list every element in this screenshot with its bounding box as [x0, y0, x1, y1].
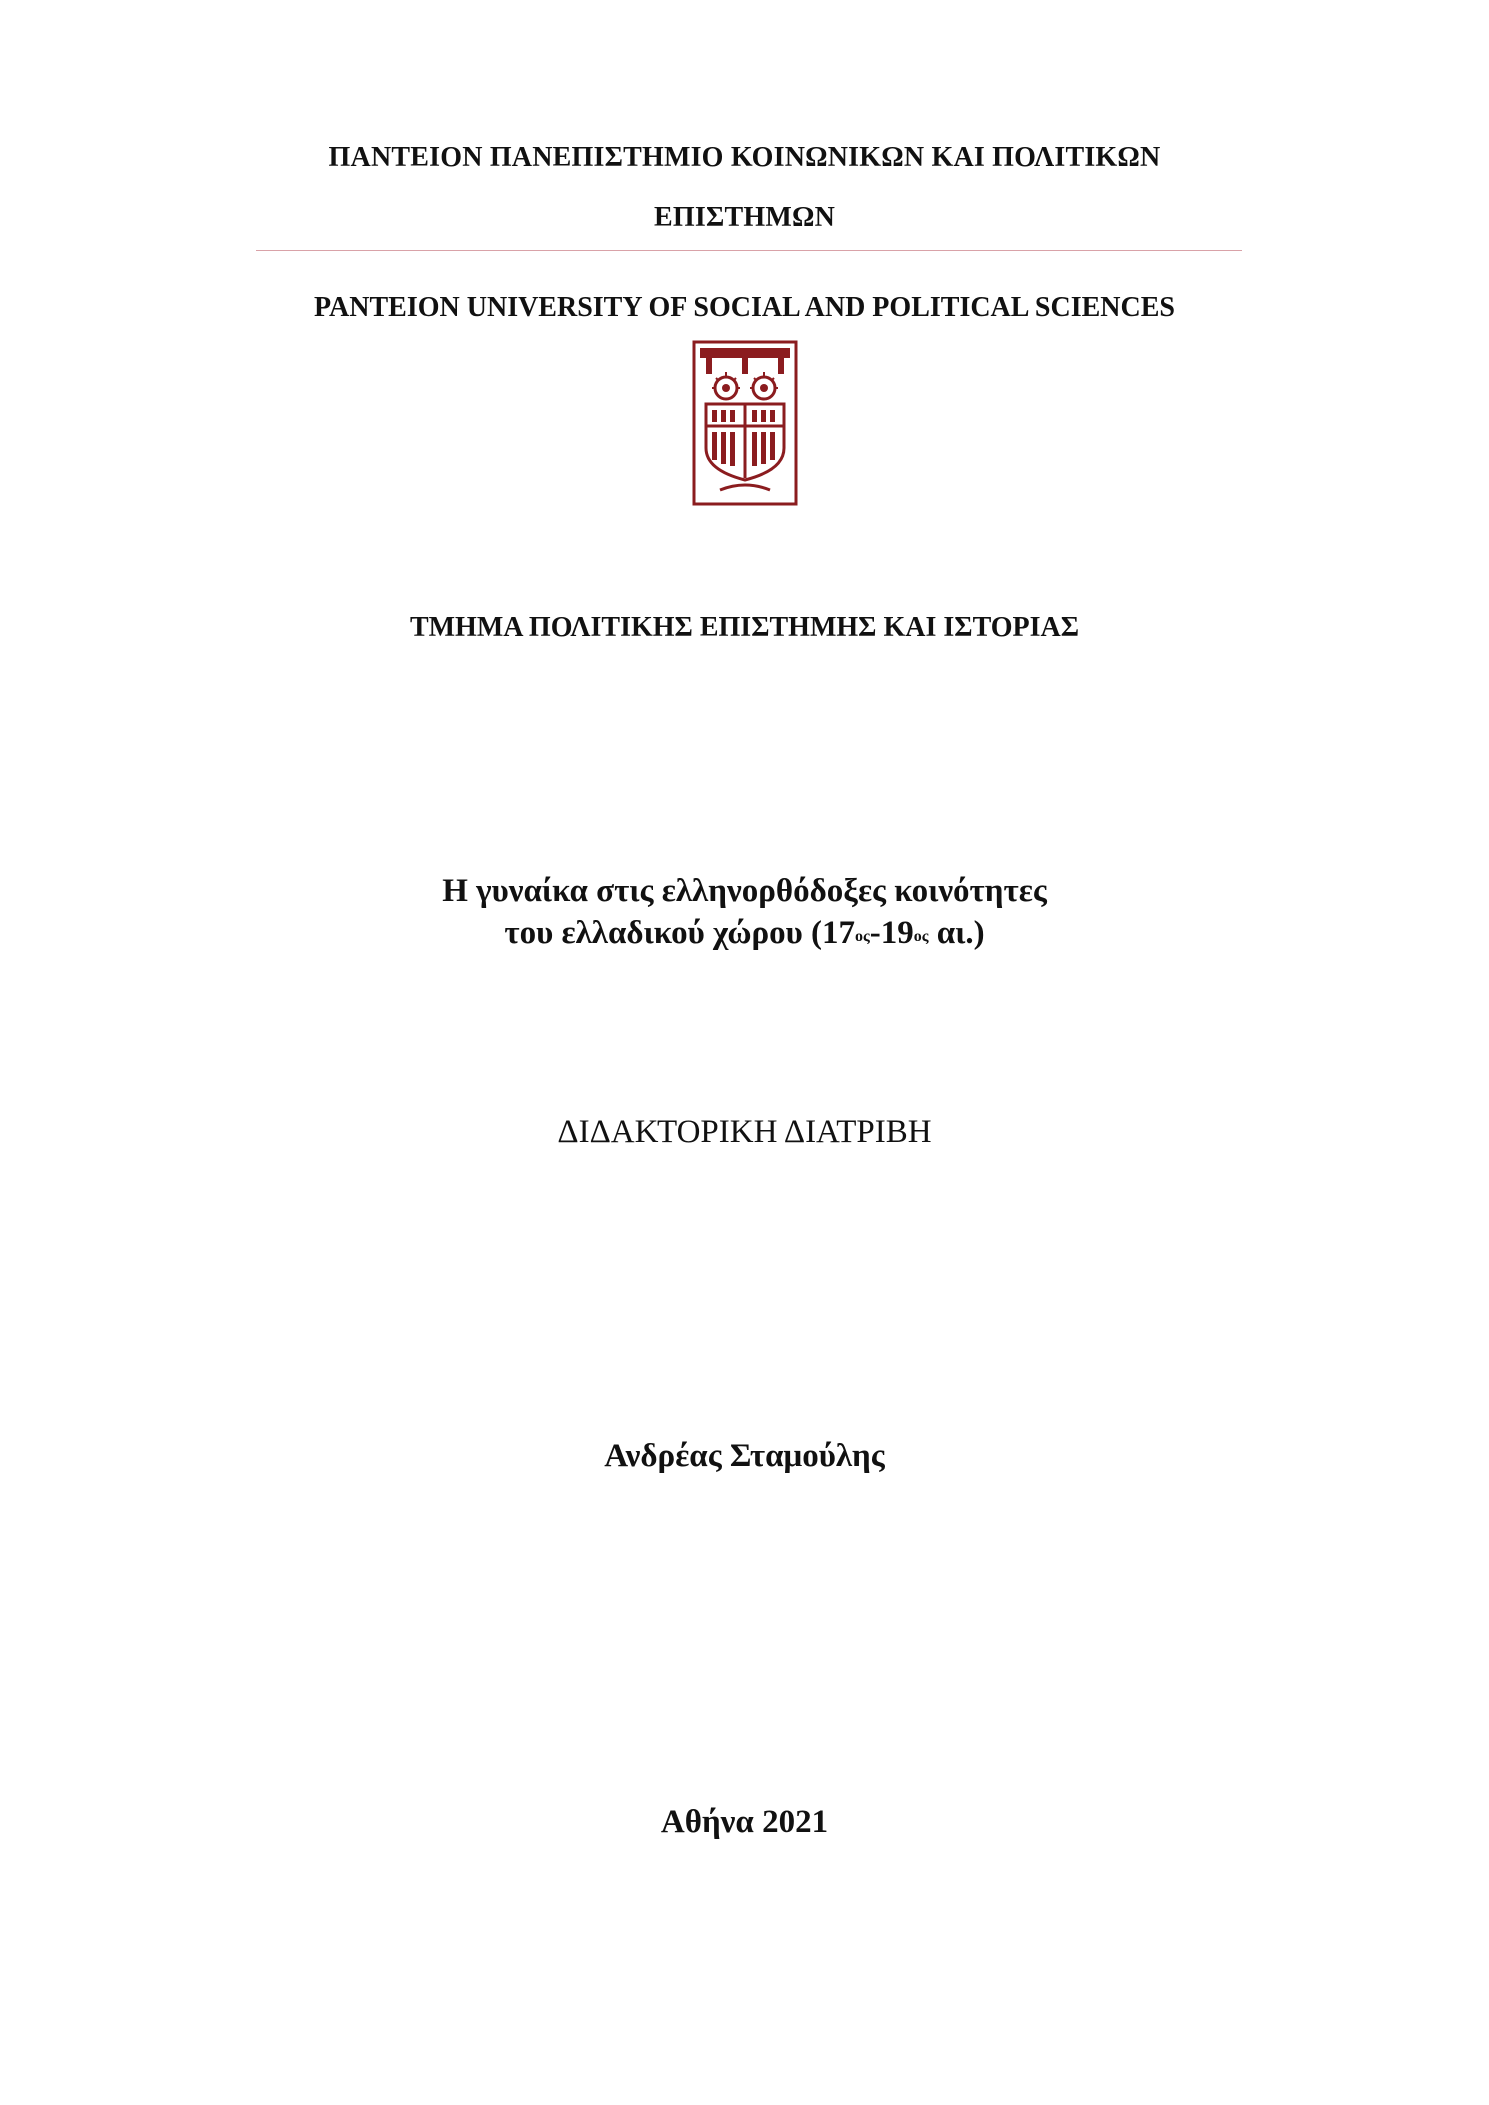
thesis-title-line1: Η γυναίκα στις ελληνορθόδοξες κοινότητες	[442, 873, 1047, 909]
author-name: Ανδρέας Σταμούλης	[604, 1438, 885, 1474]
university-crest-icon	[692, 340, 798, 506]
thesis-type: ΔΙΔΑΚΤΟΡΙΚΗ ΔΙΑΤΡΙΒΗ	[557, 1114, 932, 1150]
university-name-greek-line2: ΕΠΙΣΤΗΜΩΝ	[654, 202, 835, 233]
thesis-title-line2-start: του ελλαδικού χώρου (17	[504, 915, 855, 951]
ordinal-suffix-1: ος	[854, 928, 870, 945]
thesis-title-line2-middle: -19	[869, 915, 914, 951]
thesis-title-line2	[0, 912, 1489, 954]
thesis-title-line2-end: αι.)	[928, 915, 985, 951]
department-name: ΤΜΗΜΑ ΠΟΛΙΤΙΚΗΣ ΕΠΙΣΤΗΜΗΣ ΚΑΙ ΙΣΤΟΡΙΑΣ	[409, 612, 1080, 643]
place-and-year: Αθήνα 2021	[660, 1804, 829, 1840]
university-name-greek	[0, 128, 1489, 248]
ordinal-suffix-2: ος	[913, 928, 929, 945]
thesis-title	[0, 870, 1489, 954]
university-name-english: PANTEION UNIVERSITY OF SOCIAL AND POLITICAL SCIENCES	[314, 292, 1175, 323]
university-name-greek-line1: ΠΑΝΤΕΙΟΝ ΠΑΝΕΠΙΣΤΗΜΙΟ ΚΟΙΝΩΝΙΚΩΝ ΚΑΙ ΠΟΛΙΤΙΚΩΝ	[328, 142, 1161, 173]
header-divider	[256, 250, 1242, 251]
